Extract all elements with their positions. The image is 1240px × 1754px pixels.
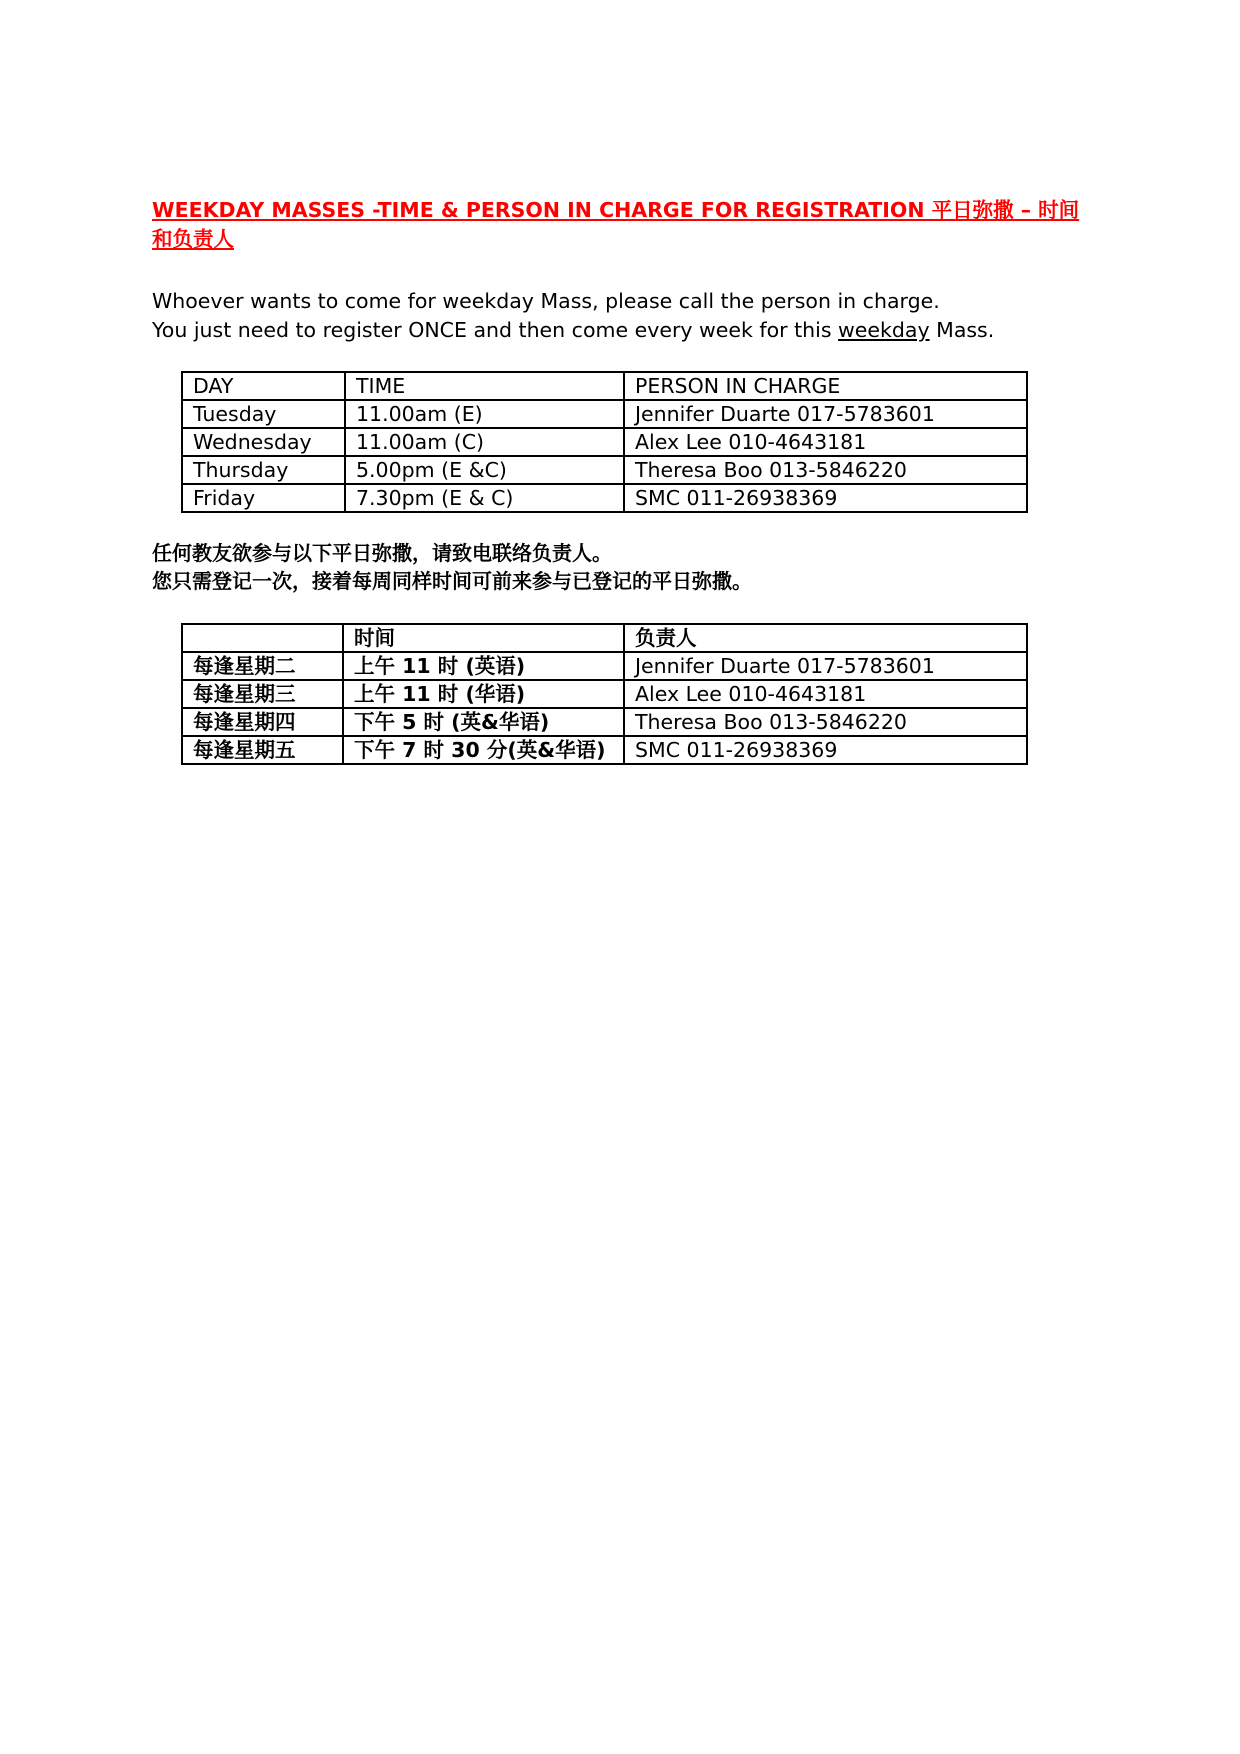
- cell-person: SMC 011-26938369: [624, 736, 1027, 764]
- header-time: TIME: [345, 372, 624, 400]
- document-page: [152, 196, 1092, 765]
- table-header-row: [182, 372, 1027, 400]
- cell-day: Friday: [182, 484, 345, 512]
- table-row: [182, 428, 1027, 456]
- table-row: [182, 736, 1027, 764]
- cell-time: 11.00am (C): [345, 428, 624, 456]
- cell-day: 每逢星期三: [182, 680, 343, 708]
- cell-person: SMC 011-26938369: [624, 484, 1027, 512]
- cell-person: Theresa Boo 013-5846220: [624, 708, 1027, 736]
- intro-line-2-end: Mass.: [929, 318, 995, 342]
- cell-time: 5.00pm (E &C): [345, 456, 624, 484]
- intro-line-1: Whoever wants to come for weekday Mass, please call the person in charge.: [152, 289, 940, 313]
- cell-time: 上午 11 时 (华语): [343, 680, 624, 708]
- table-row: [182, 456, 1027, 484]
- cell-day: Wednesday: [182, 428, 345, 456]
- chinese-schedule-table: [181, 623, 1028, 765]
- cell-person: Alex Lee 010-4643181: [624, 428, 1027, 456]
- cell-person: Jennifer Duarte 017-5783601: [624, 400, 1027, 428]
- cell-person: Alex Lee 010-4643181: [624, 680, 1027, 708]
- cell-time: 下午 5 时 (英&华语): [343, 708, 624, 736]
- cell-day: 每逢星期四: [182, 708, 343, 736]
- english-schedule-table: [181, 371, 1028, 513]
- cell-time: 7.30pm (E & C): [345, 484, 624, 512]
- chinese-intro: [152, 539, 1092, 595]
- header-person: PERSON IN CHARGE: [624, 372, 1027, 400]
- cell-day: Tuesday: [182, 400, 345, 428]
- table-row: [182, 400, 1027, 428]
- intro-line-2-start: You just need to register ONCE and then come every week for this: [152, 318, 839, 342]
- english-intro: [152, 287, 1092, 345]
- chinese-intro-line-2: 您只需登记一次，接着每周同样时间可前来参与已登记的平日弥撒。: [152, 569, 752, 593]
- cell-time: 下午 7 时 30 分(英&华语): [343, 736, 624, 764]
- table-row: [182, 652, 1027, 680]
- chinese-intro-line-1: 任何教友欲参与以下平日弥撒，请致电联络负责人。: [152, 541, 612, 565]
- table-header-row: [182, 624, 1027, 652]
- cell-time: 上午 11 时 (英语): [343, 652, 624, 680]
- page-title: WEEKDAY MASSES -TIME & PERSON IN CHARGE FOR REGISTRATION 平日弥撒 – 时间和负责人: [152, 198, 1080, 251]
- table-row: [182, 484, 1027, 512]
- cell-person: Theresa Boo 013-5846220: [624, 456, 1027, 484]
- cell-day: 每逢星期五: [182, 736, 343, 764]
- header-day: DAY: [182, 372, 345, 400]
- cell-person: Jennifer Duarte 017-5783601: [624, 652, 1027, 680]
- intro-line-2: [152, 316, 1092, 345]
- header-day: [182, 624, 343, 652]
- table-row: [182, 680, 1027, 708]
- table-row: [182, 708, 1027, 736]
- header-person: 负责人: [624, 624, 1027, 652]
- header-time: 时间: [343, 624, 624, 652]
- cell-day: 每逢星期二: [182, 652, 343, 680]
- cell-time: 11.00am (E): [345, 400, 624, 428]
- cell-day: Thursday: [182, 456, 345, 484]
- intro-weekday-underlined: weekday: [838, 318, 930, 342]
